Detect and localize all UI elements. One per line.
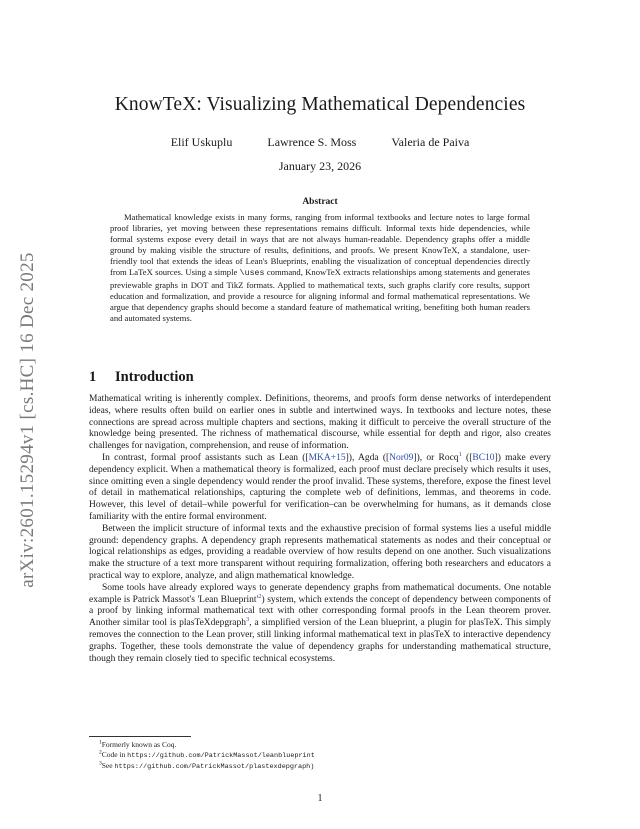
paragraph: Mathematical writing is inherently complex. Definitions, theorems, and proofs form dense networks of interdependent ideas, where results often build on earlier ones in subtle and intertwined ways. In textbooks and lecture notes, these connections are spread across multiple chapters and sections, making it difficult to perceive the overall structure of the knowledge being presented. The richness of mathematical discourse, while essential for depth and rigor, also creates challenges for navigation, comprehension, and reuse of information. (89, 394, 551, 452)
footnotes (89, 740, 559, 772)
section-number: 1 (89, 369, 97, 385)
paper-title: KnowTeX: Visualizing Mathematical Dependencies (114, 94, 526, 115)
footnote: $^2$Code in https://github.com/PatrickMassot/leanblueprint (99, 749, 315, 760)
author-name: Elif Uskuplu (170, 135, 233, 149)
paragraph: Between the implicit structure of informal texts and the exhaustive precision of formal systems lies a useful middle ground: dependency graphs. A dependency graph represents mathematical statements as nodes and their conceptual or logical relationships as edges, providing a readable overview of how results depend on one another. Such visualizations make the structure of a text more transparent without requiring formalization, offering both researchers and educators a practical way to explore, analyze, and align mathematical knowledge. (89, 523, 551, 581)
paper-date: January 23, 2026 (278, 159, 362, 173)
footnote-divider (89, 736, 191, 737)
section-heading (89, 369, 194, 386)
abstract-text: Mathematical knowledge exists in many forms, ranging from informal textbooks and lecture notes to large formal proof libraries, yet moving between these representations remains difficult. Informal texts hide dependencies, while formal systems expose every detail in ways that are not always human-readable. Dependency graphs offer a middle ground by making visible the structure of results, definitions, and proofs. We present KnowTeX, a standalone, user-friendly tool that extends the ideas of Lean's Blueprints, enabling the visualization of conceptual dependencies directly from LaTeX sources. Using a simple \uses command, KnowTeX extracts relationships among statements and generates previewable graphs in DOT and TikZ formats. Applied to mathematical texts, such graphs clarify core results, support education and formalization, and provide a resource for aligning informal and formal mathematical representations. We argue that dependency graphs should become a standard feature of mathematical writing, benefiting both human readers and automated systems. (110, 212, 531, 323)
paragraph: Some tools have already explored ways to generate dependency graphs from mathematical documents. One notable example is Patrick Massot's 'Lean Blueprint'$^2$) system, which extends the concept of dependency between components of a proof by linking informal mathematical text with other corresponding formal proofs in the Lean theorem prover. Another similar tool is plasTeXdepgraph$^3$, a simplified version of the Lean blueprint, a plugin for plasTeX. This simply removes the connection to the Lean prover, still linking informal mathematical text in plasTeX to interactive dependency graphs. Together, these tools demonstrate the value of dependency graphs for understanding mathematical structure, though they remain closely tied to specific technical ecosystems. (89, 582, 551, 664)
footnote: $^3$See https://github.com/PatrickMassot/plastexdepgraph) (99, 760, 315, 771)
citation-link[interactable]: BC10 (472, 452, 495, 463)
paragraph: In contrast, formal proof assistants such as Lean ([MKA+15]), Agda ([Nor09]), or Rocq$^1$ ([BC10]) make every dependency explicit. When a mathematical theory is formalized, each proof must declare precisely which results it uses, since omitting even a single dependency would render the proof invalid. These systems, therefore, expose the finest level of detail in mathematical relationships, capturing the complete web of definitions, lemmas, and theorems in code. However, this level of detail–while powerful for verification–can be overwhelming for humans, as it demands close familiarity with the entire formal environment. (89, 450, 552, 522)
uses-command: \uses (239, 268, 265, 278)
abstract-heading: Abstract (302, 197, 338, 207)
section-title: Introduction (115, 369, 194, 385)
author-list (0, 135, 640, 150)
page-number: 1 (317, 793, 323, 804)
citation-link[interactable]: Nor09 (389, 452, 414, 463)
arxiv-sidebar (8, 230, 48, 610)
footnote-url-link[interactable]: https://github.com/PatrickMassot/leanblueprint (127, 752, 315, 760)
footnote-ref[interactable]: 2 (258, 592, 262, 600)
footnote-ref[interactable]: 1 (458, 450, 462, 458)
latex-logo: LaTeX (129, 266, 153, 277)
footnote-ref[interactable]: 3 (246, 615, 250, 623)
author-name: Valeria de Paiva (391, 135, 470, 149)
footnote: $^1$Formerly known as Coq. (99, 739, 177, 749)
arxiv-identifier: arXiv:2601.15294v1 [cs.HC] 16 Dec 2025 (17, 252, 38, 588)
citation-link[interactable]: MKA+15 (308, 452, 346, 463)
author-name: Lawrence S. Moss (267, 135, 357, 149)
body-text (89, 394, 551, 665)
footnote-url-link[interactable]: https://github.com/PatrickMassot/plastexdepgraph) (114, 763, 315, 771)
